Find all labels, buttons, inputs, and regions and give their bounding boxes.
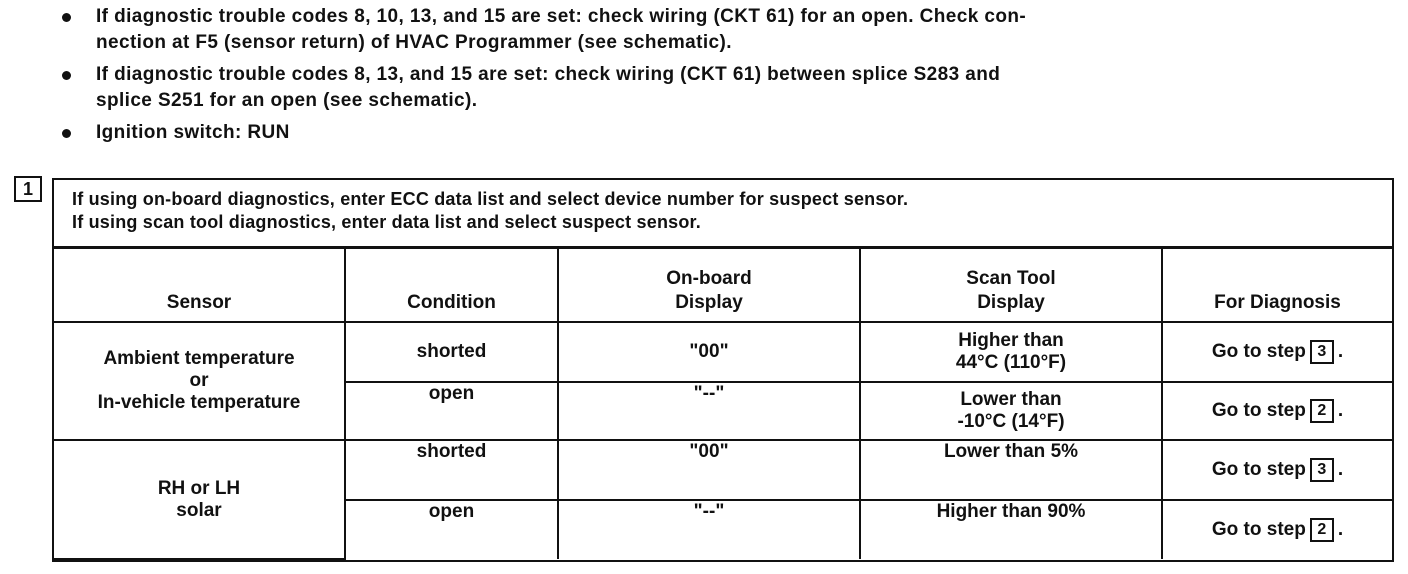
go-to-step-text: Go to step (1211, 341, 1306, 362)
sensor-line: Ambient temperature (103, 348, 295, 369)
go-to-step-period: . (1337, 519, 1344, 540)
scan-display-cell (860, 500, 1162, 559)
bullet-text: nection at F5 (sensor return) of HVAC Programmer (see schematic). (96, 32, 732, 53)
bullet-text: splice S251 for an open (see schematic). (96, 90, 478, 111)
bullet-item (58, 120, 1388, 146)
sensor-cell (54, 322, 345, 440)
sensor-line: RH or LH (157, 477, 241, 499)
go-to-step-period: . (1337, 341, 1344, 362)
header-onboard-line: On-board (666, 268, 752, 289)
sensor-cell (54, 440, 345, 559)
scan-line: 44°C (110°F) (955, 352, 1067, 373)
header-onboard-display (558, 248, 860, 323)
step-ref-box: 2 (1310, 518, 1334, 542)
step-panel (52, 178, 1394, 562)
table-header-row (54, 248, 1392, 323)
instruction-line: If using scan tool diagnostics, enter data list and select suspect sensor. (72, 212, 701, 232)
go-to-step-text: Go to step (1211, 400, 1306, 421)
scan-line: Lower than 5% (943, 441, 1079, 462)
bullet-item (58, 62, 1388, 114)
diagnosis-cell (1162, 322, 1392, 382)
bullet-text: If diagnostic trouble codes 8, 10, 13, and 15 are set: check wiring (CKT 61) for an open. Check con- (96, 6, 1027, 27)
onboard-display-cell: "00" (558, 440, 860, 500)
bullet-text: Ignition switch: RUN (96, 122, 290, 143)
scan-display-cell (860, 322, 1162, 382)
scan-display-cell (860, 382, 1162, 440)
diagnosis-cell (1162, 500, 1392, 559)
scan-line: Higher than (958, 330, 1064, 351)
header-scan-tool-display (860, 248, 1162, 323)
scan-line: Lower than (960, 389, 1062, 410)
header-onboard-line: Display (675, 292, 743, 313)
condition-cell: open (345, 500, 558, 559)
go-to-step-text: Go to step (1211, 519, 1306, 540)
header-condition: Condition (345, 248, 558, 323)
step-instructions (72, 188, 908, 234)
step-ref-box: 3 (1310, 340, 1334, 364)
scan-line: -10°C (14°F) (957, 411, 1065, 432)
diagnosis-cell (1162, 382, 1392, 440)
sensor-line: solar (176, 499, 222, 521)
instruction-line: If using on-board diagnostics, enter ECC data list and select device number for suspect sensor. (72, 189, 909, 209)
bullet-item (58, 4, 1388, 56)
onboard-display-cell: "--" (558, 382, 860, 440)
go-to-step-period: . (1337, 400, 1344, 421)
step-ref-box: 2 (1310, 399, 1334, 423)
header-sensor: Sensor (54, 248, 345, 323)
diagnosis-table (54, 246, 1392, 560)
go-to-step-link (1212, 458, 1343, 482)
header-scan-line: Scan Tool (966, 268, 1056, 289)
go-to-step-link (1212, 518, 1343, 542)
header-scan-line: Display (977, 292, 1045, 313)
bullet-dot-icon (62, 129, 71, 138)
step-number-box: 1 (14, 176, 42, 202)
sensor-line: or (189, 370, 209, 391)
table-row (54, 322, 1392, 382)
bullet-dot-icon (62, 71, 71, 80)
condition-cell: open (345, 382, 558, 440)
sensor-line: In-vehicle temperature (97, 392, 301, 413)
condition-cell: shorted (345, 322, 558, 382)
condition-cell: shorted (345, 440, 558, 500)
bullet-text: If diagnostic trouble codes 8, 13, and 15 are set: check wiring (CKT 61) between splice S283 and (96, 64, 1001, 85)
header-for-diagnosis: For Diagnosis (1162, 248, 1392, 323)
step-ref-box: 3 (1310, 458, 1334, 482)
diagnosis-cell (1162, 440, 1392, 500)
go-to-step-text: Go to step (1211, 459, 1306, 480)
prerequisite-list (58, 4, 1388, 152)
go-to-step-link (1212, 340, 1343, 364)
scan-display-cell (860, 440, 1162, 500)
go-to-step-link (1212, 399, 1343, 423)
bullet-dot-icon (62, 13, 71, 22)
onboard-display-cell: "--" (558, 500, 860, 559)
table-row (54, 440, 1392, 500)
scan-line: Higher than 90% (936, 501, 1086, 522)
onboard-display-cell: "00" (558, 322, 860, 382)
go-to-step-period: . (1337, 459, 1344, 480)
